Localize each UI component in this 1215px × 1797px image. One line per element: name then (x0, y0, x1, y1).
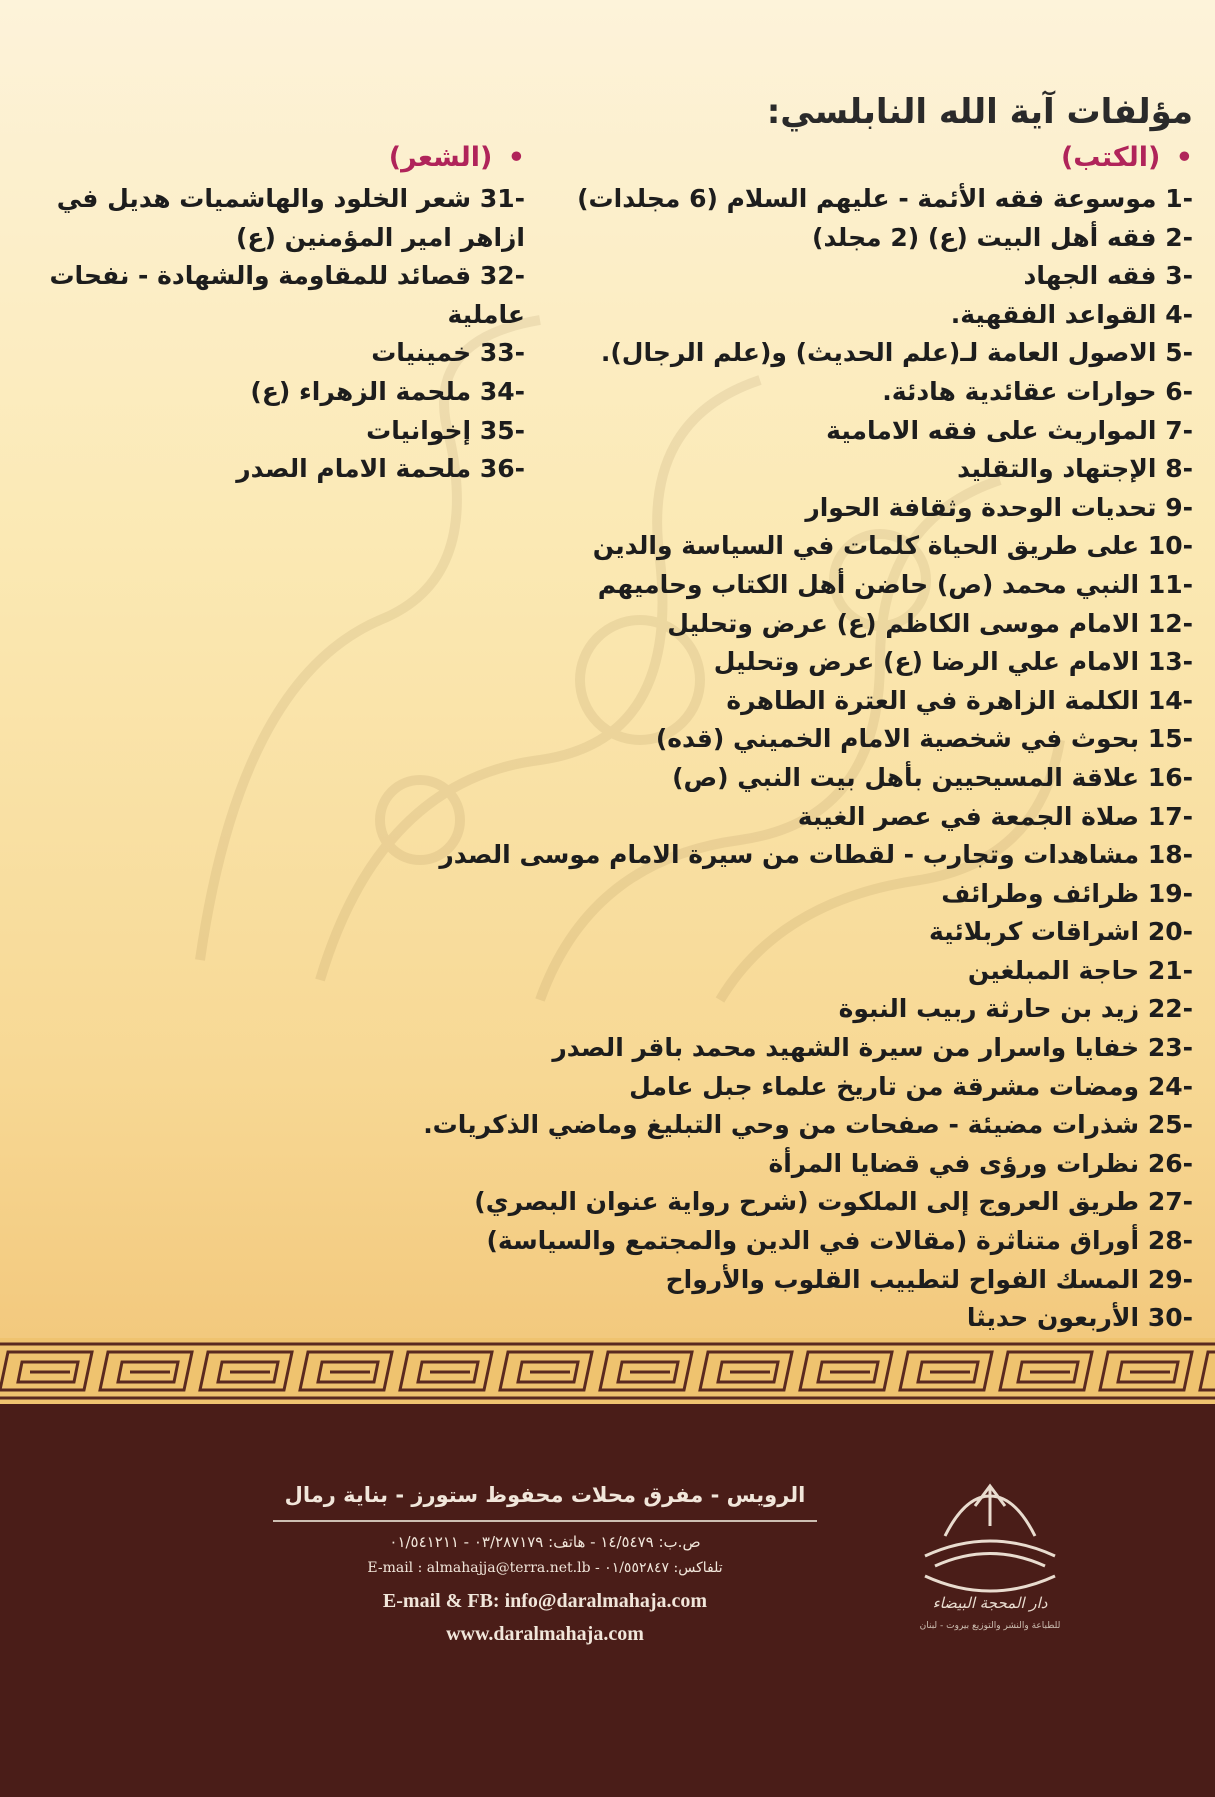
item-number: -1 (1165, 184, 1193, 213)
list-item (5, 334, 525, 373)
item-title: فقه أهل البيت (ع) (2 مجلد) (812, 222, 1157, 252)
item-number: -7 (1165, 415, 1193, 445)
item-number: -19 (1147, 878, 1193, 908)
bullet-icon: • (507, 142, 525, 173)
item-number: -23 (1147, 1033, 1193, 1063)
list-item (453, 605, 1193, 644)
item-number: -9 (1165, 492, 1193, 522)
item-title: على طريق الحياة كلمات في السياسة والدين (592, 531, 1140, 561)
item-title: زيد بن حارثة ربيب النبوة (838, 994, 1140, 1024)
website-link[interactable]: www.daralmahaja.com (446, 1623, 644, 1645)
item-title: القواعد الفقهية. (950, 299, 1157, 329)
item-title: نظرات ورؤى في قضايا المرأة (768, 1148, 1140, 1178)
list-item (453, 1068, 1193, 1107)
item-number: -8 (1165, 454, 1193, 484)
list-item (453, 489, 1193, 528)
books-list (423, 180, 1193, 1338)
list-item (453, 952, 1193, 991)
item-title: ظرائف وطرائف (941, 878, 1140, 908)
list-item (453, 759, 1193, 798)
list-item (453, 1183, 1193, 1222)
item-title: أوراق متناثرة (مقالات في الدين والمجتمع والسياسة) (486, 1226, 1140, 1256)
list-item (453, 682, 1193, 721)
list-item (453, 1261, 1193, 1300)
item-number: -34 (479, 376, 525, 406)
item-number: -36 (479, 454, 525, 484)
list-item (5, 373, 525, 412)
item-title: ملحمة الامام الصدر (236, 454, 472, 484)
logo-subtext: للطباعة والنشر والتوزيع بيروت - لبنان (919, 1621, 1061, 1631)
item-title: فقه الجهاد (1023, 261, 1157, 291)
item-title: شعر الخلود والهاشميات هديل في ازاهر امير المؤمنين (ع) (56, 184, 525, 252)
item-number: -35 (479, 415, 525, 445)
item-title: الإجتهاد والتقليد (957, 454, 1157, 484)
item-title: الامام علي الرضا (ع) عرض وتحليل (713, 647, 1140, 677)
list-item (453, 257, 1193, 296)
list-item (453, 1299, 1193, 1338)
item-title: تحديات الوحدة وثقافة الحوار (805, 492, 1157, 522)
list-item (5, 450, 525, 489)
list-item (453, 875, 1193, 914)
list-item (453, 913, 1193, 952)
item-number: -16 (1147, 762, 1193, 792)
divider (273, 1520, 817, 1522)
item-title: الاصول العامة لـ(علم الحديث) و(علم الرجال). (600, 338, 1157, 368)
item-number: -6 (1165, 376, 1193, 406)
item-number: -13 (1147, 647, 1193, 677)
list-item (423, 1106, 1193, 1145)
list-item (453, 373, 1193, 412)
item-title: النبي محمد (ص) حاضن أهل الكتاب وحاميهم (597, 569, 1140, 599)
item-title: ملحمة الزهراء (ع) (250, 376, 472, 406)
item-number: -25 (1147, 1110, 1193, 1140)
list-item (453, 219, 1193, 258)
item-title: اشراقات كربلائية (929, 917, 1140, 947)
item-title: المواريث على فقه الامامية (826, 415, 1157, 445)
item-title: حاجة المبلغين (967, 955, 1140, 985)
item-title: الأربعون حديثا (966, 1303, 1140, 1333)
item-title: خمينيات (371, 338, 472, 368)
address-text: الرويس - مفرق محلات محفوظ ستورز - بناية رمال (284, 1483, 806, 1507)
contact-info (265, 1480, 825, 1648)
item-title: قصائد للمقاومة والشهادة - نفحات عاملية (49, 261, 525, 329)
item-number: -18 (1147, 840, 1193, 870)
list-item (453, 296, 1193, 335)
item-title: صلاة الجمعة في عصر الغيبة (797, 801, 1140, 831)
item-title: ومضات مشرقة من تاريخ علماء جبل عامل (629, 1071, 1140, 1101)
list-item (453, 180, 1193, 219)
item-number: -31 (479, 184, 525, 213)
list-item (453, 334, 1193, 373)
item-title: الكلمة الزاهرة في العترة الطاهرة (726, 685, 1140, 715)
item-number: -33 (479, 338, 525, 368)
item-number: -26 (1147, 1148, 1193, 1178)
item-number: -10 (1147, 531, 1193, 561)
item-title: علاقة المسيحيين بأهل بيت النبي (ص) (672, 762, 1140, 792)
item-title: إخوانيات (366, 415, 472, 445)
item-title: خفايا واسرار من سيرة الشهيد محمد باقر الصدر (552, 1033, 1140, 1063)
books-section-title (453, 138, 1193, 178)
poetry-title-label: (الشعر) (388, 142, 493, 173)
item-number: -24 (1147, 1071, 1193, 1101)
publisher-logo (905, 1466, 1075, 1666)
decorative-border (0, 1338, 1215, 1404)
phone-line: ص.ب: ١٤/٥٤٧٩ - هاتف: ٠٣/٢٨٧١٧٩ - ٠١/٥٤١٢١١ (389, 1533, 701, 1551)
item-number: -4 (1165, 299, 1193, 329)
list-item (5, 412, 525, 451)
item-title: موسوعة فقه الأئمة - عليهم السلام (6 مجلدات) (577, 184, 1157, 213)
item-title: حوارات عقائدية هادئة. (882, 376, 1157, 406)
item-number: -28 (1147, 1226, 1193, 1256)
list-item (453, 720, 1193, 759)
item-number: -11 (1147, 569, 1193, 599)
item-number: -15 (1147, 724, 1193, 754)
bullet-icon: • (1175, 142, 1193, 173)
item-title: مشاهدات وتجارب - لقطات من سيرة الامام موسى الصدر (439, 840, 1140, 870)
email-fb-line[interactable]: E-mail & FB: info@daralmahaja.com (382, 1590, 708, 1612)
list-item (453, 412, 1193, 451)
item-number: -12 (1147, 608, 1193, 638)
page-title: مؤلفات آية الله النابلسي: (766, 92, 1193, 132)
footer (0, 1404, 1215, 1797)
list-item (453, 450, 1193, 489)
item-number: -14 (1147, 685, 1193, 715)
item-number: -29 (1147, 1264, 1193, 1294)
item-title: الامام موسى الكاظم (ع) عرض وتحليل (667, 608, 1140, 638)
list-item (5, 180, 525, 257)
list-item (5, 257, 525, 334)
item-number: -2 (1165, 222, 1193, 252)
poetry-section (5, 138, 525, 489)
item-number: -32 (479, 261, 525, 291)
item-number: -22 (1147, 994, 1193, 1024)
list-item (453, 527, 1193, 566)
list-item (453, 643, 1193, 682)
item-number: -20 (1147, 917, 1193, 947)
item-number: -27 (1147, 1187, 1193, 1217)
item-title: طريق العروج إلى الملكوت (شرح رواية عنوان البصري) (474, 1187, 1140, 1217)
list-item (453, 1145, 1193, 1184)
fax-line: تلفاكس: ٠١/٥٥٢٨٤٧ - E-mail : almahajja@terra.net.lb (367, 1560, 723, 1576)
list-item (439, 836, 1193, 875)
list-item (453, 1029, 1193, 1068)
poetry-section-title (5, 138, 525, 178)
list-item (453, 990, 1193, 1029)
item-title: المسك الفواح لتطييب القلوب والأرواح (665, 1264, 1140, 1294)
item-title: شذرات مضيئة - صفحات من وحي التبليغ وماضي الذكريات. (423, 1110, 1140, 1140)
item-number: -30 (1147, 1303, 1193, 1333)
list-item (453, 566, 1193, 605)
item-number: -21 (1147, 955, 1193, 985)
item-number: -3 (1165, 261, 1193, 291)
list-item (453, 798, 1193, 837)
poetry-list (5, 180, 525, 489)
item-title: بحوث في شخصية الامام الخميني (قده) (655, 724, 1140, 754)
logo-name: دار المحجة البيضاء (932, 1594, 1048, 1612)
list-item (453, 1222, 1193, 1261)
books-title-label: (الكتب) (1060, 142, 1161, 173)
item-number: -17 (1147, 801, 1193, 831)
item-number: -5 (1165, 338, 1193, 368)
